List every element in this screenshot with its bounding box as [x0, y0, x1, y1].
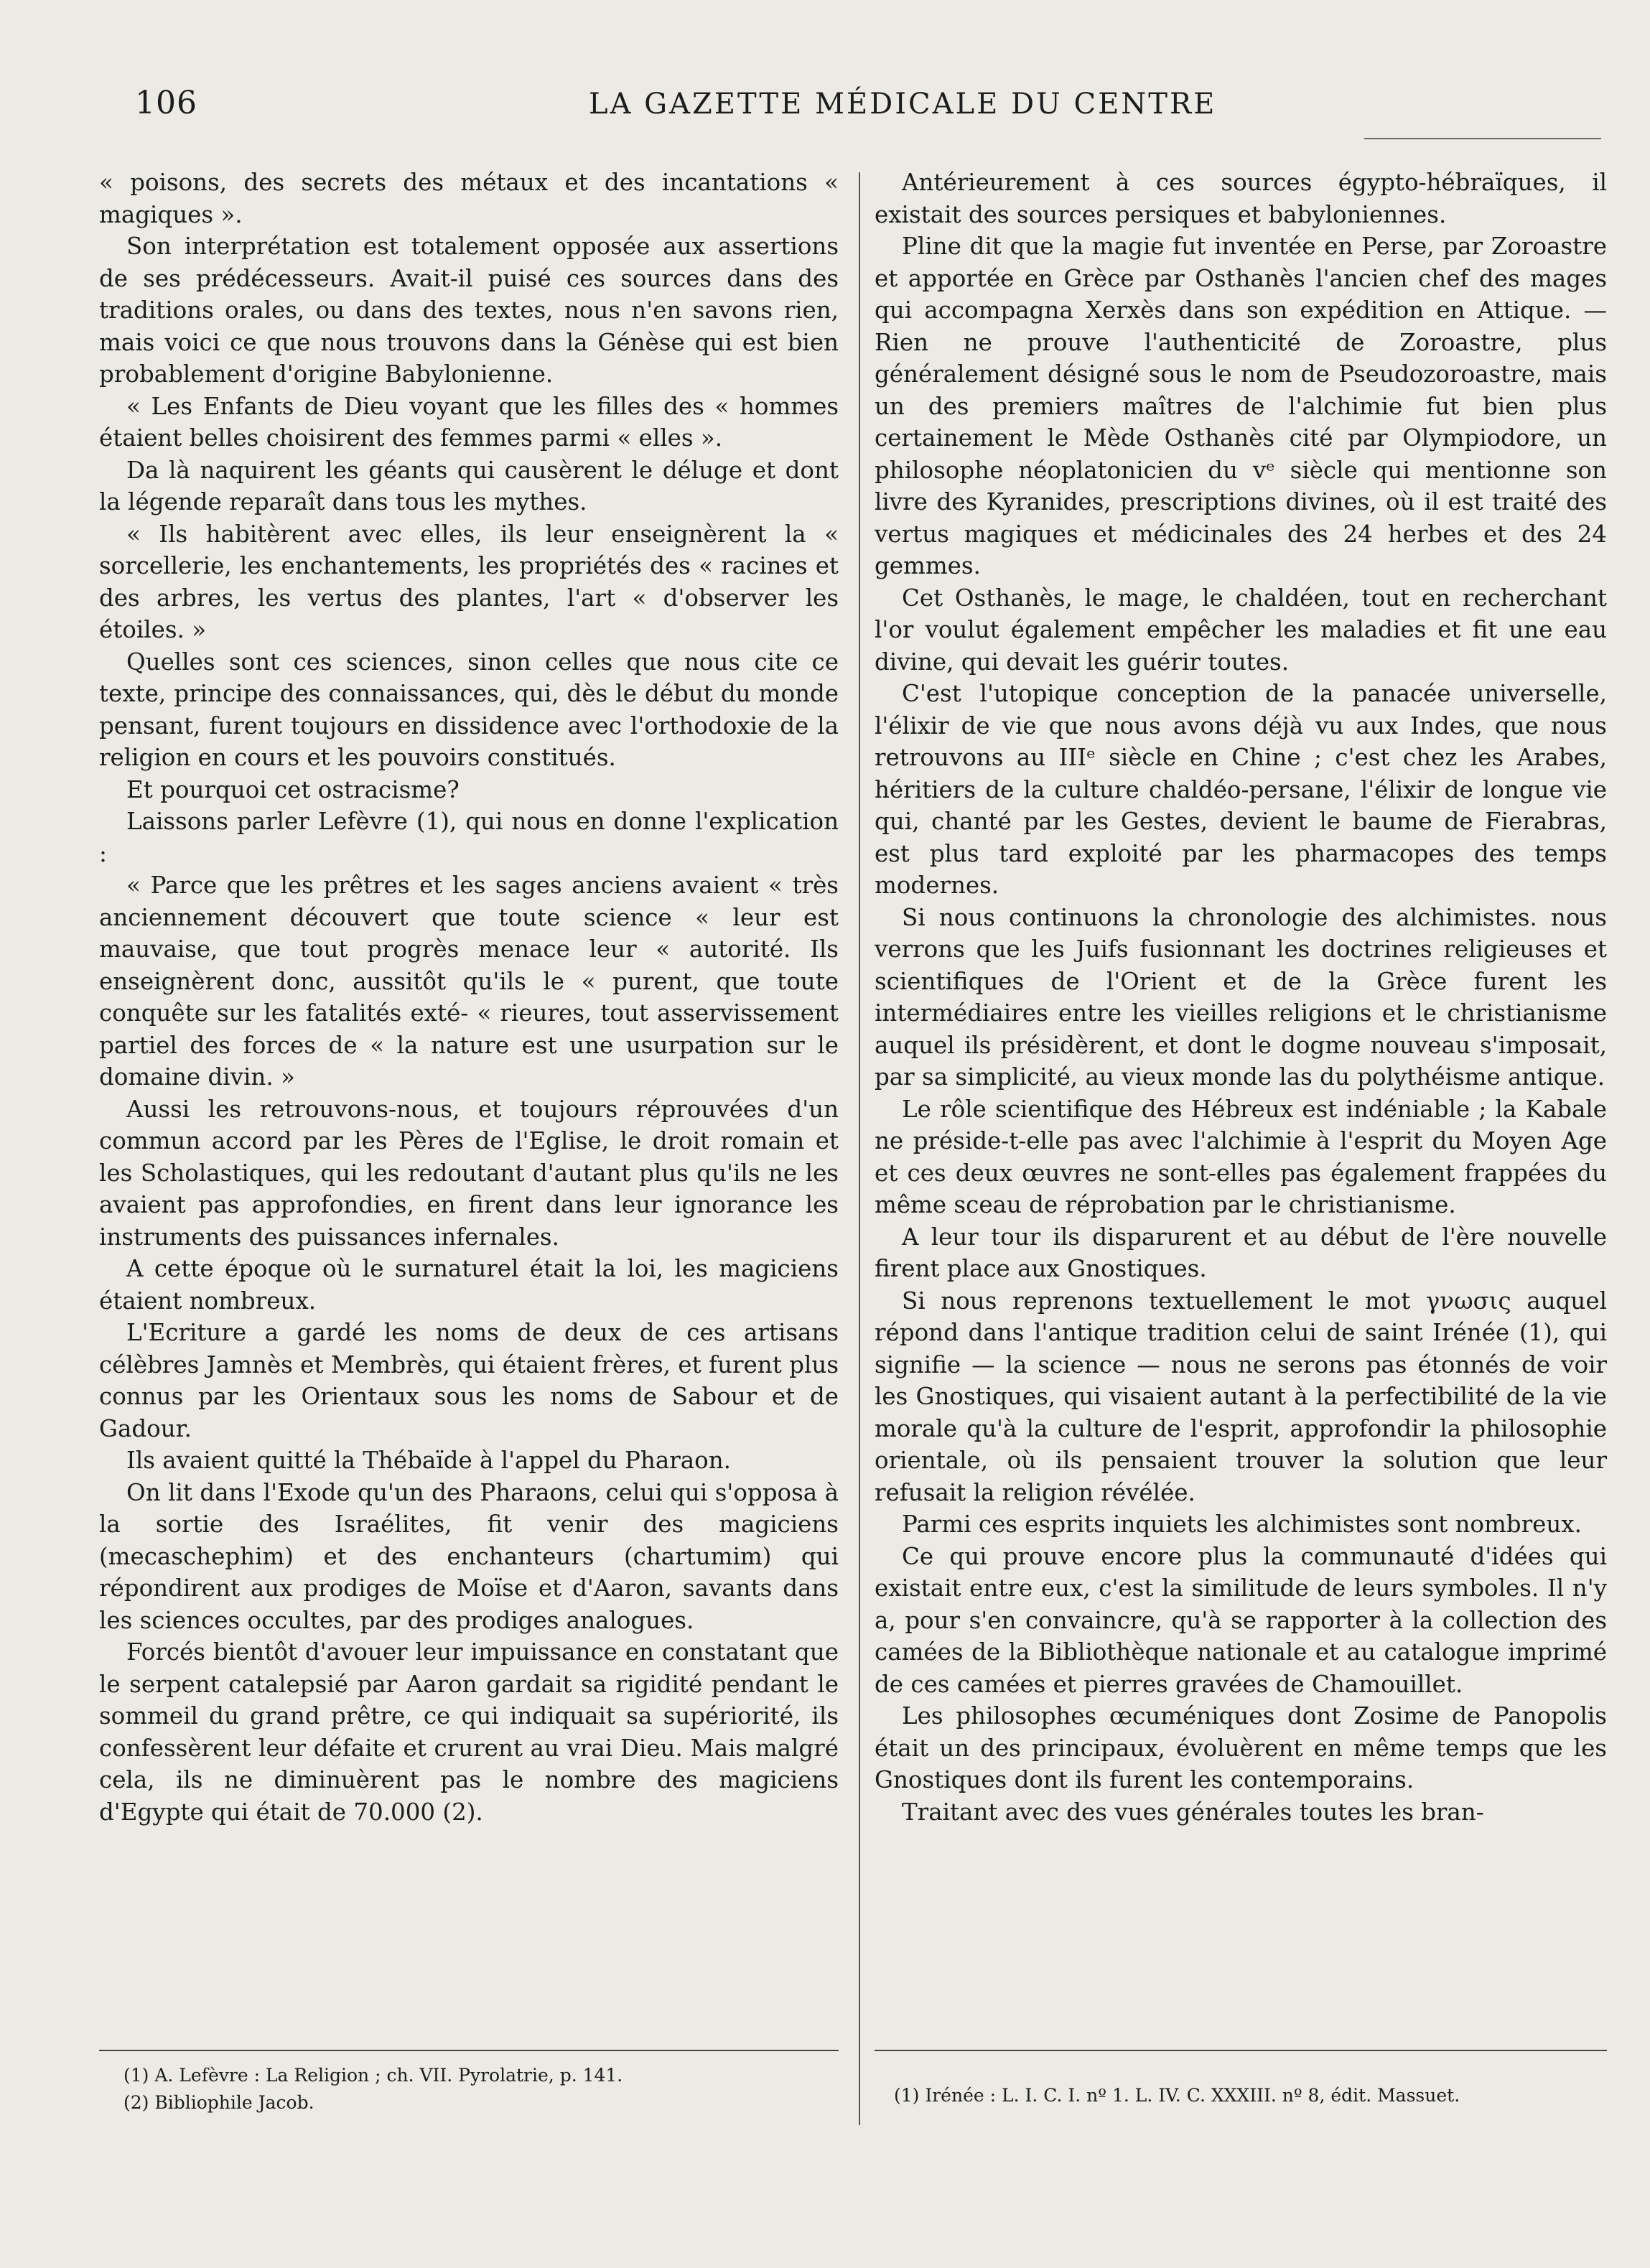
- paragraph: Si nous continuons la chronologie des alchimistes. nous verrons que les Juifs fusionnant les doctrines religieuses et scientifiques de l'Orient et de la Grèce furent les intermédiaires entre les vieilles religions et le christianisme auquel ils présidèrent, et dont le dogme nouveau s'imposait, par sa simplicité, au vieux monde las du polythéisme antique.: [875, 903, 1607, 1091]
- footnotes-left: [123, 2062, 834, 2117]
- footnote: (1) Irénée : L. I. C. I. nº 1. L. IV. C. XXXIII. nº 8, édit. Massuet.: [894, 2085, 1460, 2106]
- page-header: [0, 85, 1650, 128]
- paragraph: Cet Osthanès, le mage, le chaldéen, tout en recherchant l'or voulut également empêcher les maladies et fit une eau divine, qui devait les guérir toutes.: [875, 584, 1607, 676]
- paragraph: A leur tour ils disparurent et au début de l'ère nouvelle firent place aux Gnostiques.: [875, 1223, 1607, 1282]
- paragraph: Son interprétation est totalement opposée aux assertions de ses prédécesseurs. Avait-il puisé ces sources dans des traditions orales, ou dans des textes, nous n'en savons rien, mais voici ce que nous trouvons dans la Génèse qui est bien probablement d'origine Babylonienne.: [99, 233, 839, 388]
- footnote-rule-right: [875, 2050, 1607, 2051]
- paragraph: Pline dit que la magie fut inventée en Perse, par Zoroastre et apportée en Grèce par Osthanès l'ancien chef des mages qui accompagna Xerxès dans son expédition en Attique. — Rien ne prouve l'authenticité de Zoroastre, plus généralement désigné sous le nom de Pseudozoroastre, mais un des premiers maîtres de l'alchimie fut bien plus certainement le Mède Osthanès cité par Olympiodore, un philosophe néoplatonicien du vᵉ siècle qui mentionne son livre des Kyranides, prescriptions divines, où il est traité des vertus magiques et médicinales des 24 herbes et des 24 gemmes.: [875, 233, 1607, 579]
- footnote: (1) A. Lefèvre : La Religion ; ch. VII. Pyrolatrie, p. 141.: [123, 2065, 623, 2086]
- paragraph: Et pourquoi cet ostracisme?: [126, 775, 460, 803]
- paragraph: Ils avaient quitté la Thébaïde à l'appel du Pharaon.: [126, 1447, 731, 1474]
- paragraph: « Parce que les prêtres et les sages anciens avaient « très anciennement découvert que toute science « leur est mauvaise, que tout progrès menace leur « autorité. Ils enseignèrent donc, aussitôt qu'ils le « purent, que toute conquête sur les fatalités exté- « rieures, tout asservissement partiel des forces de « la nature est une usurpation sur le domaine divin. »: [99, 872, 839, 1091]
- paragraph: « poisons, des secrets des métaux et des incantations « magiques ».: [99, 169, 839, 228]
- header-rule: [1364, 138, 1601, 139]
- paragraph: C'est l'utopique conception de la panacée universelle, l'élixir de vie que nous avons déjà vu aux Indes, que nous retrouvons au IIIᵉ siècle en Chine ; c'est chez les Arabes, héritiers de la culture chaldéo-persane, l'élixir de longue vie qui, chanté par les Gestes, devient le baume de Fierabras, est plus tard exploité par les pharmacopes des temps modernes.: [875, 680, 1607, 899]
- running-title: LA GAZETTE MÉDICALE DU CENTRE: [589, 88, 1217, 121]
- footnote: (2) Bibliophile Jacob.: [123, 2092, 314, 2113]
- page-number: 106: [135, 85, 197, 121]
- paragraph: Parmi ces esprits inquiets les alchimistes sont nombreux.: [902, 1511, 1582, 1538]
- paragraph: « Les Enfants de Dieu voyant que les filles des « hommes étaient belles choisirent des femmes parmi « elles ».: [99, 392, 839, 452]
- paragraph: L'Ecriture a gardé les noms de deux de ces artisans célèbres Jamnès et Membrès, qui étaient frères, et furent plus connus par les Orientaux sous les noms de Sabour et de Gadour.: [99, 1319, 839, 1442]
- footnote-rule-left: [99, 2050, 839, 2051]
- paragraph: Si nous reprenons textuellement le mot γνωσις auquel répond dans l'antique tradition celui de saint Irénée (1), qui signifie — la science — nous ne serons pas étonnés de voir les Gnostiques, qui visaient autant à la perfectibilité de la vie morale qu'à la culture de l'esprit, approfondir la philosophie orientale, où ils pensaient trouver la solution que leur refusait la religion révélée.: [875, 1287, 1607, 1506]
- paragraph: Da là naquirent les géants qui causèrent le déluge et dont la légende reparaît dans tous les mythes.: [99, 456, 839, 515]
- paragraph: A cette époque où le surnaturel était la loi, les magiciens étaient nombreux.: [99, 1255, 839, 1315]
- paragraph: Antérieurement à ces sources égypto-hébraïques, il existait des sources persiques et babyloniennes.: [875, 169, 1607, 228]
- paragraph: Quelles sont ces sciences, sinon celles que nous cite ce texte, principe des connaissances, qui, dès le début du monde pensant, furent toujours en dissidence avec l'orthodoxie de la religion en cours et les pouvoirs constitués.: [99, 648, 839, 771]
- paragraph: Aussi les retrouvons-nous, et toujours réprouvées d'un commun accord par les Pères de l'Eglise, le droit romain et les Scholastiques, qui les redoutant d'autant plus qu'ils ne les avaient pas approfondies, en firent dans leur ignorance les instruments des puissances infernales.: [99, 1095, 839, 1251]
- footnotes-right: [894, 2082, 1605, 2109]
- paragraph: Ce qui prouve encore plus la communauté d'idées qui existait entre eux, c'est la similitude de leurs symboles. Il n'y a, pour s'en convaincre, qu'à se rapporter à la collection des camées de la Bibliothèque nationale et au catalogue imprimé de ces camées et pierres gravées de Chamouillet.: [875, 1542, 1607, 1698]
- right-column: [875, 167, 1607, 1828]
- paragraph: Traitant avec des vues générales toutes les bran-: [902, 1798, 1484, 1826]
- paragraph: Laissons parler Lefèvre (1), qui nous en donne l'explication :: [99, 808, 839, 867]
- paragraph: Forcés bientôt d'avouer leur impuissance en constatant que le serpent catalepsié par Aaron gardait sa rigidité pendant le sommeil du grand prêtre, ce qui indiquait sa supériorité, ils confessèrent leur défaite et crurent au vrai Dieu. Mais malgré cela, ils ne diminuèrent pas le nombre des magiciens d'Egypte qui était de 70.000 (2).: [99, 1638, 839, 1826]
- paragraph: On lit dans l'Exode qu'un des Pharaons, celui qui s'opposa à la sortie des Israélites, fit venir des magiciens (mecaschephim) et des enchanteurs (chartumim) qui répondirent aux prodiges de Moïse et d'Aaron, savants dans les sciences occultes, par des prodiges analogues.: [99, 1478, 839, 1634]
- paragraph: Le rôle scientifique des Hébreux est indéniable ; la Kabale ne préside-t-elle pas avec l'alchimie à l'esprit du Moyen Age et ces deux œuvres ne sont-elles pas également frappées du même sceau de réprobation par le christianisme.: [875, 1095, 1607, 1218]
- paragraph: « Ils habitèrent avec elles, ils leur enseignèrent la « sorcellerie, les enchantements, les propriétés des « racines et des arbres, les vertus des plantes, l'art « d'observer les étoiles. »: [99, 520, 839, 643]
- paragraph: Les philosophes œcuméniques dont Zosime de Panopolis était un des principaux, évoluèrent en même temps que les Gnostiques dont ils furent les contemporains.: [875, 1702, 1607, 1793]
- column-divider: [859, 172, 860, 2125]
- left-column: [99, 167, 839, 1828]
